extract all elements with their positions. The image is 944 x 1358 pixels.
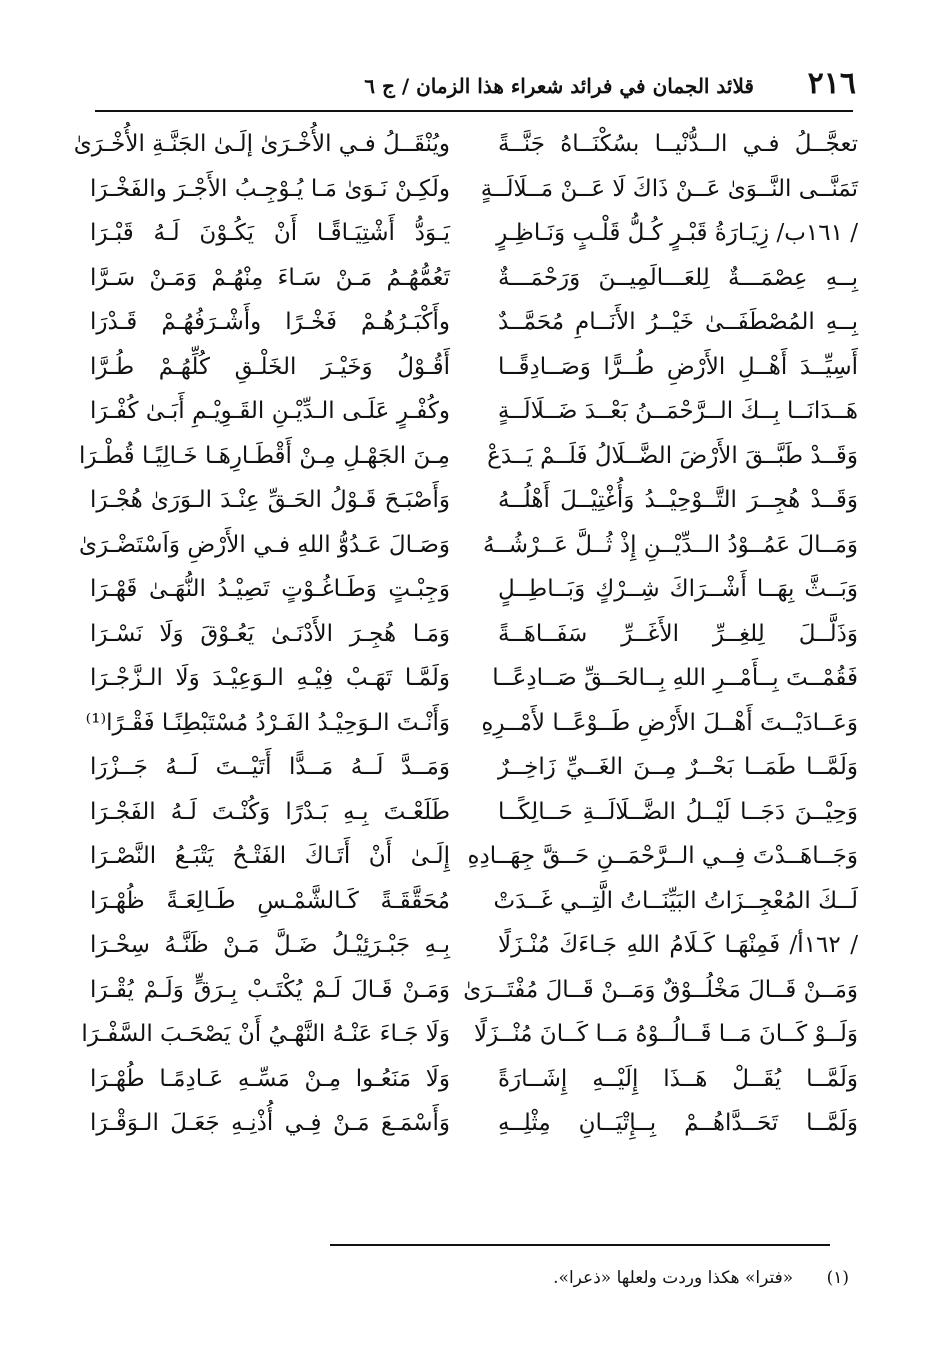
verse-first-hemistich: وَجَــاهَــدْتَ فِــي الــرَّحْمَــنِ حَــقَّ جِهَــادِهِ [467,843,858,869]
verse-row [90,968,858,1013]
verse-second-hemistich: وَمَــدَّ لَــهُ مَــدًّا أَتَيْــتَ لَــهُ جَــزْرَا [90,754,450,780]
verse-first-hemistich: / ١٦٢أ/ فَمِنْهَـا كَـلَامُ اللهِ جَـاءَكَ مُنْـزَلًا [498,932,859,958]
verse-second-hemistich: وَلَمَّـا تَهَـبْ فِيْـهِ الـوَعِيْـدَ وَلَا الـزَّجْـرَا [90,665,450,691]
verse-first-hemistich: لَــكَ المُعْجِــزَاتُ البَيِّنَــاتُ الَّتِــي غَــدَتْ [493,887,858,914]
poem [73,122,859,1172]
verse-row [90,167,858,212]
verse-second-hemistich: ويُنْقَــلُ فـي الأُخْـرَىٰ إلَـىٰ الجَنَّـةِ الأُخْـرَىٰ [73,131,450,157]
verse-row [85,701,858,746]
verse-second-hemistich: وَأَسْمَـعَ مَـنْ فِـي أُذْنِـهِ جَعَـلَ الـوَقْـرَا [90,1110,450,1136]
verse-first-hemistich: وَلَمَّــا تَحَــدَّاهُــمْ بِــإِتْيَــانِ مِثْلِــهِ [498,1110,858,1136]
verse-second-hemistich: وَمَـنْ قَـالَ لَـمْ يُكْتَـبْ بِـرَقٍّ وَلَـمْ يُقْـرَا [90,976,450,1003]
verse-second-hemistich: وَصَـالَ عَـدُوُّ اللهِ فـي الأَرْضِ وَاَسْتَضْـرَىٰ [78,531,450,558]
verse-row [90,612,858,657]
verse-first-hemistich: وَمَــنْ قَــالَ مَخْلُــوْقٌ وَمَــنْ قَــالَ مُفْتَــرَىٰ [463,976,858,1003]
footnote-number: (١) [826,1268,849,1288]
verse-first-hemistich: وَقَــدْ طَبَّــقَ الأَرْضَ الضَّــلَالُ فَلَــمْ يَــدَعْ [487,442,858,469]
verse-row [90,1057,858,1102]
verse-first-hemistich: وَقَــدْ هُجِــرَ التَّــوْحِيْــدُ وَأُغْتِيْــلَ أَهْلُــهُ [498,487,858,513]
verse-row [90,211,858,256]
verse-second-hemistich: تَعُمُّهُـمُ مَـنْ سَـاءَ مِنْهُـمْ وَمَـنْ سَـرَّا [90,264,450,291]
verse-row [78,434,858,479]
verse-first-hemistich: أَسِيِّــدَ أَهْــلِ الأَرْضِ طُــرًّا وَصَــادِقًــا [498,353,858,380]
verse-second-hemistich: أَقُـوْلُ وَخَيْـرَ الخَلْـقِ كُلِّهُـمْ طُـرَّا [90,353,450,380]
verse-second-hemistich: إِلَـىٰ أَنْ أَتَـاكَ الفَتْـحُ يَتْبَـعُ النَّصْـرَا [90,843,450,869]
page-number: ٢١٦ [807,66,856,101]
verse-row [81,1012,858,1057]
verse-second-hemistich: وَمَـا هُجِـرَ الأَدْنَـىٰ يَعُـوْقَ وَلَا نَسْـرَا [90,620,450,647]
verse-row [90,879,858,924]
verse-row [90,745,858,790]
verse-row [90,1101,858,1146]
verse-row [90,300,858,345]
verse-first-hemistich: فَقُمْــتَ بِــأَمْــرِ اللهِ بِــالحَــقِّ صَــادِعًــا [492,665,858,691]
verse-first-hemistich: وَلَمَّــا يُقَــلْ هَــذَا إِلَيْــهِ إِشَــارَةً [498,1065,858,1092]
verse-row [90,834,858,879]
verse-second-hemistich: طَلَعْـتَ بِـهِ بَـدْرًا وَكُنْـتَ لَـهُ الفَجْـرَا [90,798,450,825]
verse-row [90,567,858,612]
verse-first-hemistich: وَبَــثَّ بِهَــا أَشْــرَاكَ شِــرْكٍ وَبَــاطِــلٍ [498,576,858,602]
verse-first-hemistich: وَمَــالَ عَمُــوْدُ الــدِّيْــنِ إِذْ ثُــلَّ عَــرْشُــهُ [482,531,858,558]
verse-row [78,523,858,568]
verse-first-hemistich: بِــهِ المُصْطَفَــىٰ خَيْــرُ الأَنَــامِ مُحَمَّــدٌ [498,309,858,335]
verse-second-hemistich: يَـوَدُّ أَشْتِيَـاقًـا أَنْ يَكُـوْنَ لَـهُ قَبْـرَا [90,220,450,246]
verse-first-hemistich: وَحِيْــنَ دَجَــا لَيْــلُ الضَّــلَالَــةِ حَــالِكًــا [498,798,858,825]
verse-second-hemistich: وَلَا مَنَعُـوا مِـنْ مَسِّـهِ عَـادِمًـا طُهْـرَا [90,1065,450,1092]
verse-row [90,656,858,701]
verse-first-hemistich: بِــهِ عِصْمَـــةٌ لِلعَـــالَمِيــنَ وَرَحْمَـــةٌ [498,264,858,291]
verse-second-hemistich: مِـنَ الجَهْـلِ مِـنْ أَقْطَـارِهَـا خَـالِيًـا قُطْـرَا [78,442,450,469]
footnote-rule [330,1244,830,1246]
footnote [553,1268,849,1288]
verse-row [90,345,858,390]
verse-second-hemistich: وَلَا جَـاءَ عَنْـهُ النَّهْـيُ أَنْ يَصْحَـبَ السَّفْـرَا [81,1021,450,1047]
verse-first-hemistich: تعجَّــلُ فـي الــدُّنْيــا بسُكْنَــاهُ جَنَّــةً [498,131,858,157]
verse-second-hemistich: وأَكْبَـرُهُـمْ فَخْـرًا وأَشْـرَفُهُـمْ قَـدْرَا [90,309,450,335]
verse-row [90,790,858,835]
verse-first-hemistich: تَمَنَّــى النَّــوَىٰ عَــنْ ذَاكَ لَا عَــنْ مَــلَالَــةٍ [480,175,858,202]
verse-first-hemistich: وَلَمَّــا طَمَــا بَحْــرٌ مِــنَ الغَــيِّ زَاخِــرٌ [498,754,858,780]
verse-second-hemistich: وَأَنْـتَ الـوَحِيْـدُ الفَـرْدُ مُسْتَبْطِنًـا فَقْـرًا⁽¹⁾ [85,709,450,736]
verse-first-hemistich: وَعَــادَيْــتَ أَهْــلَ الأَرْضِ طَــوْعًــا لأَمْــرِهِ [481,709,858,736]
verse-first-hemistich: هَــدَانَــا بِــكَ الــرَّحْمَــنُ بَعْــدَ ضَــلَالَــةٍ [497,398,858,424]
verse-row [90,478,858,523]
footnote-text: «فترا» هكذا وردت ولعلها «ذعرا». [553,1268,794,1288]
verse-row [90,256,858,301]
verse-first-hemistich: وَذَلَّــلَ لِلغِــرِّ الأَغَــرِّ سَفَــاهَــةً [498,620,858,647]
verse-row [73,122,858,167]
verse-second-hemistich: وكُفْـرٍ عَلَـى الـدِّيْـنِ القَـوِيْـمِ أَبَـىٰ كُفْـرَا [90,398,450,424]
header-rule [95,110,853,112]
verse-second-hemistich: وَأَصْبَـحَ قَـوْلُ الحَـقِّ عِنْـدَ الـوَرَىٰ هُجْـرَا [90,487,450,513]
verse-first-hemistich: / ١٦١ب/ زِيَـارَةُ قَبْـرٍ كُـلُّ قَلْـبٍ وَنَـاظِـرٍ [496,220,858,246]
verse-second-hemistich: ولَكِـنْ نَـوَىٰ مَـا يُـوْجِـبُ الأَجْـرَ والفَخْـرَا [90,175,450,202]
verse-row [90,923,858,968]
verse-first-hemistich: وَلَــوْ كَــانَ مَــا قَــالُــوْهُ مَــا كَــانَ مُنْــزَلًا [473,1021,858,1047]
verse-second-hemistich: وَجِبْـتٍ وَطَـاغُـوْتٍ تَصِيْـدُ النُّهَـىٰ قَهْـرَا [90,576,450,602]
verse-second-hemistich: مُحَقَّقَـةً كَـالشَّمْـسِ طَـالِعَـةً ظُهْـرَا [90,887,450,914]
running-title: قلائد الجمان في فرائد شعراء هذا الزمان / ج ٦ [364,74,754,98]
verse-row [90,389,858,434]
verse-second-hemistich: بِـهِ جَبْـرَئِيْـلُ ضَـلَّ مَـنْ ظَنَّـهُ سِحْـرَا [90,932,450,958]
